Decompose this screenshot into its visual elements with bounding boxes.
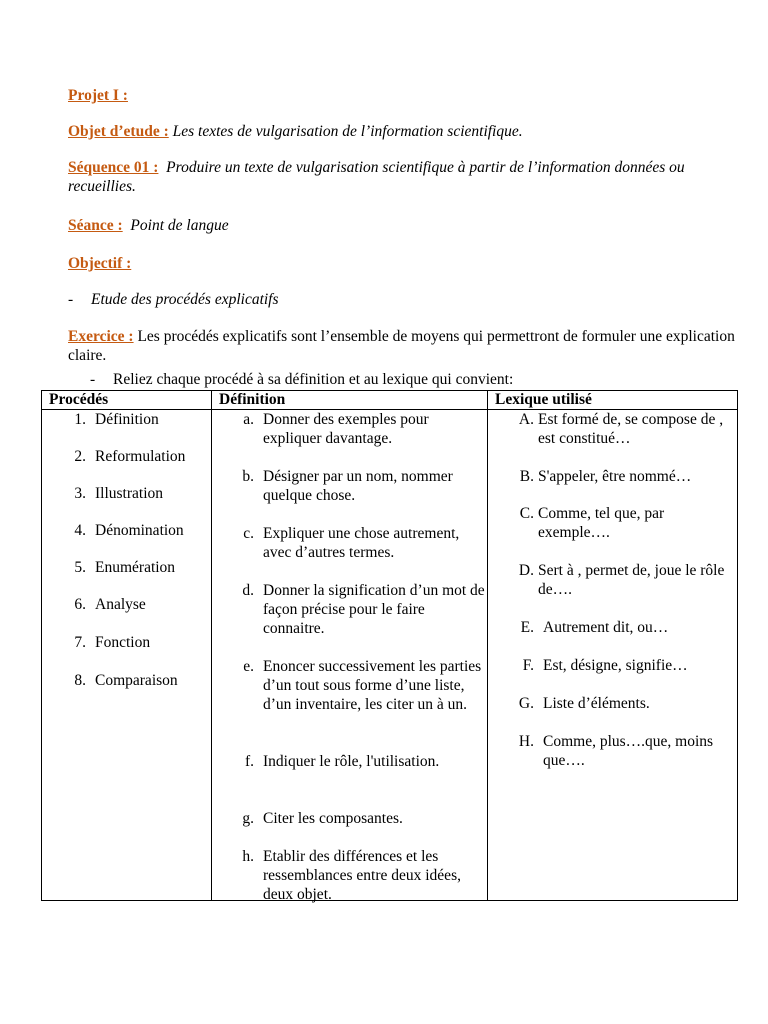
list-item: b. Désigner par un nom, nommer quelque chose. [242,468,453,504]
lexiques-cell [488,410,738,901]
list-item: 1. Définition [74,411,159,428]
objet-text: Les textes de vulgarisation de l’information scientifique. [172,123,523,140]
list-item: D. Sert à , permet de, joue le rôle de…. [518,562,725,598]
list-item: 7. Fonction [74,634,151,651]
list-item: 2. Reformulation [74,448,186,465]
list-item: 4. Dénomination [74,522,184,539]
lexiques-list [488,410,737,900]
projet-heading [68,86,744,105]
list-item: e. Enoncer successivement les parties d’un tout sous forme d’une liste, d’un inventaire, les citer un à un. [243,658,482,713]
list-item: B. S'appeler, être nommé… [519,468,692,485]
instruction-bullet: - [90,371,96,388]
list-item: h. Etablir des différences et les ressemblances entre deux idées, deux objet. [242,848,461,903]
list-item: A. Est formé de, se compose de , est constitué… [518,411,724,447]
exercise-label: Exercice : [68,328,134,345]
table-body-row [42,410,738,901]
list-item: 3. Illustration [74,485,164,502]
list-item: c. Expliquer une chose autrement, avec d’autres termes. [243,525,460,561]
objet-label: Objet d’etude : [68,123,169,140]
list-item: G. Liste d’éléments. [518,695,650,712]
list-item: 5. Enumération [74,559,176,576]
list-item: H. Comme, plus….que, moins que…. [518,733,714,769]
objectif-heading [68,254,744,273]
exercise-table [41,390,738,901]
list-item: a. Donner des exemples pour expliquer davantage. [243,411,429,447]
objectif-bullet: - [68,291,74,308]
list-item: f. Indiquer le rôle, l'utilisation. [244,753,440,770]
list-item: F. Est, désigne, signifie… [522,657,688,674]
objectif-item-text: Etude des procédés explicatifs [91,291,279,308]
seance-label: Séance : [68,217,123,234]
list-item: 6. Analyse [74,596,146,613]
procedes-cell [42,410,212,901]
objet-line [68,122,744,141]
objectif-label: Objectif : [68,255,132,272]
exercise-paragraph [68,327,738,365]
sequence-text: Produire un texte de vulgarisation scientifique à partir de l’information données ou recueillies. [68,159,685,195]
sequence-label: Séquence 01 : [68,159,159,176]
list-item: d. Donner la signification d’un mot de façon précise pour le faire connaitre. [242,582,485,637]
header-procedes: Procédés [42,391,212,410]
list-item: E. Autrement dit, ou… [520,619,669,636]
projet-label: Projet I : [68,87,128,104]
seance-text: Point de langue [130,217,229,234]
list-item: 8. Comparaison [74,672,178,689]
seance-line [68,216,744,235]
list-item: g. Citer les composantes. [242,810,403,827]
header-lexique: Lexique utilisé [488,391,738,410]
list-item: C. Comme, tel que, par exemple…. [519,505,665,541]
procedes-list [42,410,211,900]
instruction-text: Reliez chaque procédé à sa définition et au lexique qui convient: [113,371,514,388]
table-header-row [42,391,738,410]
header-definition: Définition [212,391,488,410]
definitions-list [212,410,487,903]
definitions-cell [212,410,488,901]
sequence-line [68,158,744,196]
exercise-text: Les procédés explicatifs sont l’ensemble de moyens qui permettront de formuler une explication claire. [68,328,735,364]
